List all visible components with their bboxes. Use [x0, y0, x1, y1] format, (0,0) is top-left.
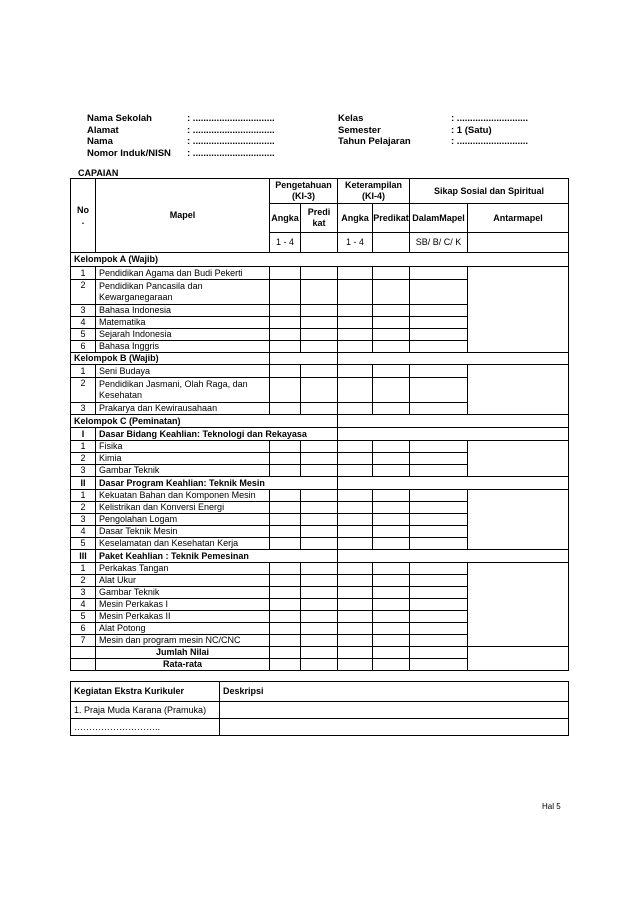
range-sikap: SB/ B/ C/ K — [410, 233, 468, 253]
grade-cell — [270, 647, 301, 659]
grade-cell — [410, 365, 468, 378]
value-nama: : ............................... — [187, 136, 275, 147]
row-number: 3 — [71, 465, 96, 477]
header-predikat: Predi kat — [301, 204, 338, 233]
grade-cell — [410, 403, 468, 415]
value-kelas: : ........................... — [451, 113, 529, 124]
grade-cell — [373, 623, 410, 635]
header-ekstra: Kegiatan Ekstra Kurikuler — [71, 682, 220, 702]
page-number: Hal 5 — [542, 802, 561, 811]
subject-name: Sejarah Indonesia — [96, 329, 270, 341]
average-label: Rata-rata — [96, 659, 270, 671]
grade-cell — [301, 453, 338, 465]
subject-name: Alat Potong — [96, 623, 270, 635]
subject-name: Kelistrikan dan Konversi Energi — [96, 502, 270, 514]
grade-cell — [338, 563, 373, 575]
antarmapel-cell — [468, 490, 569, 550]
grade-cell — [410, 514, 468, 526]
grade-cell — [338, 428, 569, 441]
grade-cell — [338, 267, 373, 280]
grade-cell — [373, 647, 410, 659]
grade-cell — [338, 403, 373, 415]
grade-cell — [270, 403, 301, 415]
subject-name: Alat Ukur — [96, 575, 270, 587]
section-caption: CAPAIAN — [78, 168, 119, 178]
grade-cell — [410, 465, 468, 477]
subject-name: Matematika — [96, 317, 270, 329]
label-nama-sekolah: Nama Sekolah — [87, 113, 152, 124]
label-alamat: Alamat — [87, 124, 119, 136]
grade-cell — [270, 453, 301, 465]
ekstra-description — [220, 702, 569, 719]
grade-cell — [410, 587, 468, 599]
grade-cell — [270, 490, 301, 502]
header-no: No . — [71, 179, 96, 253]
grade-cell — [270, 317, 301, 329]
grade-cell — [301, 465, 338, 477]
row-number: 5 — [71, 329, 96, 341]
grade-cell — [338, 526, 373, 538]
grade-cell — [373, 659, 410, 671]
grade-cell — [410, 441, 468, 453]
grade-cell — [373, 563, 410, 575]
grade-cell — [338, 317, 373, 329]
grade-cell — [410, 635, 468, 647]
grade-cell — [338, 329, 373, 341]
subgroup-heading: Dasar Program Keahlian: Teknik Mesin — [96, 477, 338, 490]
grade-cell — [373, 502, 410, 514]
grade-cell — [270, 526, 301, 538]
grade-cell — [410, 378, 468, 403]
grades-table — [70, 178, 569, 671]
subject-name: Bahasa Indonesia — [96, 305, 270, 317]
header-antar-mapel: Antarmapel — [468, 204, 569, 233]
subject-name: Gambar Teknik — [96, 587, 270, 599]
grade-cell — [270, 538, 301, 550]
grade-cell — [338, 538, 373, 550]
grade-cell — [410, 526, 468, 538]
row-number: I — [71, 428, 96, 441]
row-number: 3 — [71, 587, 96, 599]
grade-cell — [410, 563, 468, 575]
header-pengetahuan: Pengetahuan (KI-3) — [270, 179, 338, 204]
range-pengetahuan: 1 - 4 — [270, 233, 301, 253]
subject-name: Seni Budaya — [96, 365, 270, 378]
row-number: 2 — [71, 502, 96, 514]
grade-cell — [373, 538, 410, 550]
grade-cell — [338, 415, 569, 428]
grade-cell — [338, 575, 373, 587]
subject-name: Pendidikan Jasmani, Olah Raga, dan Kesehatan — [96, 378, 270, 403]
grade-cell — [373, 635, 410, 647]
grade-cell — [373, 575, 410, 587]
row-number: 2 — [71, 453, 96, 465]
subject-name: Fisika — [96, 441, 270, 453]
subject-name: Mesin dan program mesin NC/CNC — [96, 635, 270, 647]
ekstra-item: ……………………….. — [71, 719, 220, 736]
grade-cell — [410, 267, 468, 280]
grade-cell — [410, 611, 468, 623]
grade-cell — [301, 378, 338, 403]
grade-cell — [338, 341, 373, 353]
grade-cell — [338, 453, 373, 465]
header-mapel: Mapel — [96, 179, 270, 253]
row-number: 7 — [71, 635, 96, 647]
grade-cell — [373, 514, 410, 526]
value-semester: : 1 (Satu) — [451, 124, 492, 136]
grade-cell — [270, 623, 301, 635]
grade-cell — [270, 341, 301, 353]
grade-cell — [373, 465, 410, 477]
header-deskripsi: Deskripsi — [220, 682, 569, 702]
row-number: 2 — [71, 280, 96, 305]
grade-cell — [301, 365, 338, 378]
grade-cell — [301, 599, 338, 611]
grade-cell — [373, 403, 410, 415]
grade-cell — [410, 599, 468, 611]
grade-cell — [301, 317, 338, 329]
grade-cell — [301, 659, 338, 671]
subject-name: Mesin Perkakas II — [96, 611, 270, 623]
header-angka-2: Angka — [338, 204, 373, 233]
range-keterampilan: 1 - 4 — [338, 233, 373, 253]
grade-cell — [373, 490, 410, 502]
subgroup-heading: Dasar Bidang Keahlian: Teknologi dan Rekayasa — [96, 428, 338, 441]
grade-cell — [338, 659, 373, 671]
subject-name: Kimia — [96, 453, 270, 465]
row-number: 6 — [71, 623, 96, 635]
grade-cell — [301, 403, 338, 415]
row-number: 3 — [71, 305, 96, 317]
grade-cell — [338, 623, 373, 635]
grade-cell — [301, 441, 338, 453]
grade-cell — [301, 267, 338, 280]
header-sikap: Sikap Sosial dan Spiritual — [410, 179, 569, 204]
antarmapel-cell — [468, 365, 569, 415]
row-number: 1 — [71, 267, 96, 280]
extracurricular-table — [70, 681, 569, 736]
antarmapel-cell — [468, 647, 569, 671]
grade-cell — [338, 587, 373, 599]
grade-cell — [410, 317, 468, 329]
empty-cell — [301, 233, 338, 253]
grade-cell — [338, 599, 373, 611]
subgroup-heading: Paket Keahlian : Teknik Pemesinan — [96, 550, 338, 563]
grade-cell — [301, 502, 338, 514]
grade-cell — [301, 587, 338, 599]
row-number: 6 — [71, 341, 96, 353]
grade-cell — [338, 477, 569, 490]
subject-name: Prakarya dan Kewirausahaan — [96, 403, 270, 415]
value-alamat: : ............................... — [187, 124, 275, 136]
grade-cell — [410, 502, 468, 514]
group-heading-c: Kelompok C (Peminatan) — [71, 415, 338, 428]
row-number: 5 — [71, 538, 96, 550]
antarmapel-cell — [468, 563, 569, 647]
group-heading-b: Kelompok B (Wajib) — [71, 353, 270, 365]
grade-cell — [410, 659, 468, 671]
grade-cell — [373, 280, 410, 305]
grade-cell — [270, 659, 301, 671]
grade-cell — [270, 378, 301, 403]
grade-cell — [338, 490, 373, 502]
antarmapel-cell — [468, 267, 569, 353]
grade-cell — [373, 305, 410, 317]
grade-cell — [373, 453, 410, 465]
grade-cell — [270, 514, 301, 526]
subject-name: Perkakas Tangan — [96, 563, 270, 575]
grade-cell — [270, 587, 301, 599]
empty-cell — [373, 233, 410, 253]
grade-cell — [373, 365, 410, 378]
subject-name: Pendidikan Agama dan Budi Pekerti — [96, 267, 270, 280]
grade-cell — [338, 611, 373, 623]
grade-cell — [373, 587, 410, 599]
row-number: 1 — [71, 490, 96, 502]
row-number: 1 — [71, 441, 96, 453]
grade-cell — [301, 341, 338, 353]
grade-cell — [373, 341, 410, 353]
grade-cell — [373, 378, 410, 403]
grade-cell — [410, 280, 468, 305]
value-nama-sekolah: : ............................... — [187, 113, 275, 124]
grade-cell — [270, 280, 301, 305]
grade-cell — [301, 514, 338, 526]
grade-cell — [373, 611, 410, 623]
header-keterampilan: Keterampilan (KI-4) — [338, 179, 410, 204]
grade-cell — [338, 280, 373, 305]
label-nama: Nama — [87, 136, 113, 147]
grade-cell — [270, 502, 301, 514]
grade-cell — [410, 538, 468, 550]
group-heading-a: Kelompok A (Wajib) — [71, 253, 569, 267]
grade-cell — [410, 623, 468, 635]
empty-cell — [468, 233, 569, 253]
grade-cell — [410, 647, 468, 659]
grade-cell — [338, 365, 373, 378]
grade-cell — [301, 538, 338, 550]
grade-cell — [301, 635, 338, 647]
grade-cell — [301, 611, 338, 623]
row-number: 3 — [71, 403, 96, 415]
grade-cell — [373, 441, 410, 453]
grade-cell — [338, 502, 373, 514]
grade-cell — [338, 514, 373, 526]
grade-cell — [410, 453, 468, 465]
value-tahun-pelajaran: : ........................... — [451, 136, 529, 147]
subject-name: Dasar Teknik Mesin — [96, 526, 270, 538]
grade-cell — [270, 599, 301, 611]
grade-cell — [373, 599, 410, 611]
label-semester: Semester — [338, 124, 381, 136]
grade-cell — [301, 575, 338, 587]
row-number: 2 — [71, 378, 96, 403]
label-tahun-pelajaran: Tahun Pelajaran — [338, 136, 411, 147]
subject-name: Keselamatan dan Kesehatan Kerja — [96, 538, 270, 550]
ekstra-item: 1. Praja Muda Karana (Pramuka) — [71, 702, 220, 719]
grade-cell — [270, 329, 301, 341]
grade-cell — [338, 635, 373, 647]
row-number: 4 — [71, 317, 96, 329]
row-number: 1 — [71, 563, 96, 575]
empty-cell — [71, 647, 96, 659]
ekstra-description — [220, 719, 569, 736]
grade-cell — [338, 441, 373, 453]
grade-cell — [301, 329, 338, 341]
row-number: 1 — [71, 365, 96, 378]
grade-cell — [338, 305, 373, 317]
grade-cell — [338, 378, 373, 403]
subject-name: Kekuatan Bahan dan Komponen Mesin — [96, 490, 270, 502]
grade-cell — [301, 280, 338, 305]
label-nomor-induk: Nomor Induk/NISN — [87, 147, 171, 159]
grade-cell — [338, 647, 373, 659]
grade-cell — [270, 353, 338, 365]
row-number: III — [71, 550, 96, 563]
grade-cell — [270, 635, 301, 647]
subject-name: Pendidikan Pancasila dan Kewarganegaraan — [96, 280, 270, 305]
grade-cell — [270, 575, 301, 587]
grade-cell — [338, 353, 569, 365]
grade-cell — [373, 317, 410, 329]
row-number: 4 — [71, 599, 96, 611]
grade-cell — [270, 305, 301, 317]
grade-cell — [373, 526, 410, 538]
grade-cell — [410, 329, 468, 341]
grade-cell — [301, 623, 338, 635]
grade-cell — [301, 563, 338, 575]
grade-cell — [373, 329, 410, 341]
grade-cell — [338, 550, 569, 563]
grade-cell — [270, 611, 301, 623]
grade-cell — [270, 465, 301, 477]
grade-cell — [301, 526, 338, 538]
row-number: 5 — [71, 611, 96, 623]
header-angka: Angka — [270, 204, 301, 233]
empty-cell — [71, 659, 96, 671]
grade-cell — [338, 465, 373, 477]
grade-cell — [270, 365, 301, 378]
header-dalam-mapel: DalamMapel — [410, 204, 468, 233]
subject-name: Bahasa Inggris — [96, 341, 270, 353]
grade-cell — [301, 305, 338, 317]
grade-cell — [410, 305, 468, 317]
subject-name: Mesin Perkakas I — [96, 599, 270, 611]
total-label: Jumlah Nilai — [96, 647, 270, 659]
grade-cell — [373, 267, 410, 280]
grade-cell — [270, 441, 301, 453]
label-kelas: Kelas — [338, 113, 364, 124]
row-number: 4 — [71, 526, 96, 538]
grade-cell — [410, 575, 468, 587]
grade-cell — [301, 647, 338, 659]
subject-name: Pengolahan Logam — [96, 514, 270, 526]
row-number: 2 — [71, 575, 96, 587]
antarmapel-cell — [468, 441, 569, 477]
row-number: 3 — [71, 514, 96, 526]
grade-cell — [270, 267, 301, 280]
row-number: II — [71, 477, 96, 490]
header-predikat-2: Predikat — [373, 204, 410, 233]
grade-cell — [301, 490, 338, 502]
subject-name: Gambar Teknik — [96, 465, 270, 477]
value-nomor-induk: : ............................... — [187, 147, 275, 159]
grade-cell — [410, 341, 468, 353]
grade-cell — [270, 563, 301, 575]
grade-cell — [410, 490, 468, 502]
